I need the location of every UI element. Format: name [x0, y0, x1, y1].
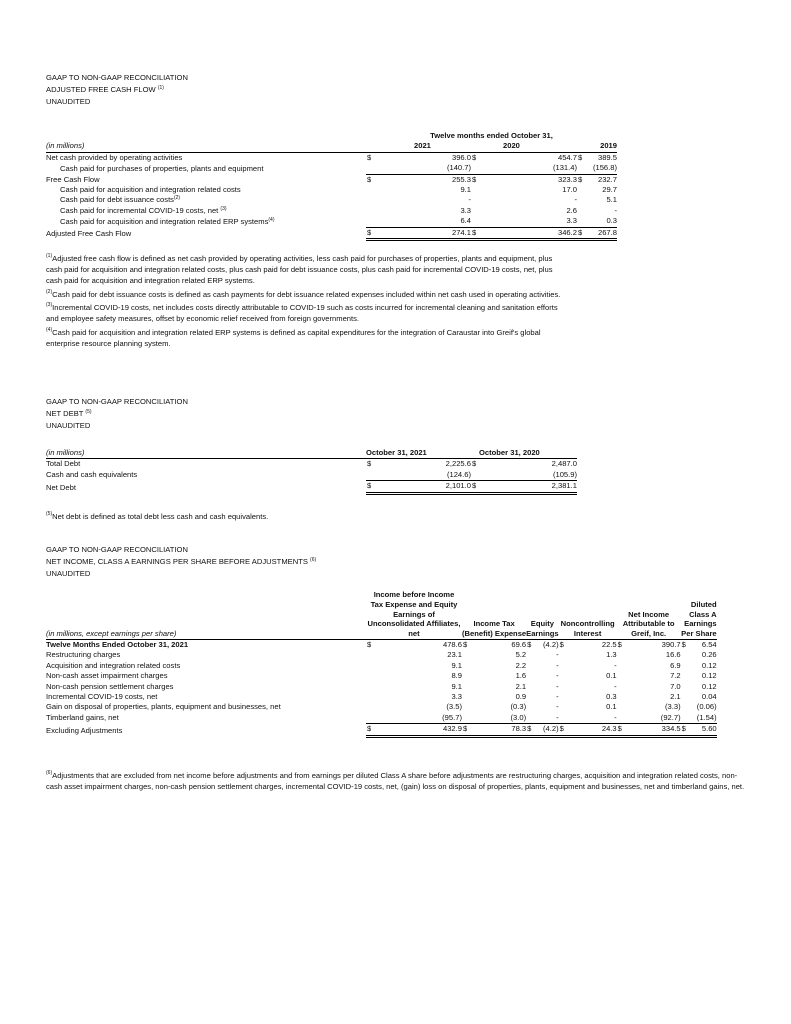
fcf-table-wrap	[46, 131, 617, 241]
eps-value-col-3: -	[556, 660, 559, 670]
dollar-sign: $	[366, 227, 376, 239]
eps-value-col-2: 2.1	[515, 681, 527, 691]
eps-header-eps-4: Per Share	[681, 629, 717, 639]
dollar-sign: $	[462, 724, 471, 736]
dollar-sign: $	[366, 724, 374, 736]
eps-value-col-6: (1.54)	[689, 713, 717, 724]
eps-value-col-5: 390.7	[661, 639, 681, 649]
fcf-value-2020: 323.3	[557, 174, 577, 184]
debt-col-2021: October 31, 2021	[366, 448, 471, 459]
fcf-value-2020: (131.4)	[481, 163, 577, 174]
fcf-title-2: ADJUSTED FREE CASH FLOW $^{(1)}$	[46, 85, 164, 94]
dollar-sign	[526, 692, 535, 702]
eps-value-col-4: -	[614, 681, 617, 691]
eps-row-label: Gain on disposal of properties, plants, equipment and businesses, net	[46, 702, 281, 712]
table-row	[46, 470, 577, 481]
debt-title-1: GAAP TO NON-GAAP RECONCILIATION	[46, 397, 188, 406]
dollar-sign	[577, 195, 587, 205]
dollar-sign	[526, 671, 535, 681]
eps-value-col-3: (4.2)	[543, 639, 559, 649]
eps-header-ni-1: Net Income	[628, 609, 670, 619]
eps-header-tax-2: (Benefit) Expense	[462, 629, 527, 639]
eps-value-col-1: 23.1	[447, 650, 462, 660]
table-row	[46, 195, 617, 205]
debt-value-2021: (124.6)	[376, 470, 471, 481]
fcf-value-2019: 29.7	[602, 185, 617, 195]
eps-value-col-1: (3.5)	[446, 702, 462, 712]
dollar-sign	[559, 682, 567, 692]
fcf-year-2021: 2021	[376, 141, 471, 152]
eps-value-col-3: -	[556, 702, 559, 712]
fcf-value-2020: 3.3	[481, 216, 577, 227]
debt-title-2: NET DEBT $^{(5)}$	[46, 409, 92, 418]
eps-row-label: Non-cash pension settlement charges	[46, 681, 174, 691]
eps-value-col-3: -	[556, 650, 559, 660]
fcf-units-label: (in millions)	[46, 141, 366, 152]
dollar-sign	[366, 650, 374, 660]
fcf-title-1: GAAP TO NON-GAAP RECONCILIATION	[46, 73, 188, 82]
table-row	[46, 724, 717, 736]
table-row	[46, 163, 617, 174]
debt-row-label: Net Debt	[46, 482, 76, 492]
eps-value-col-5: 16.6	[665, 650, 681, 660]
footnote: $^{(2)}$Cash paid for debt issuance costs is defined as cash payments for debt issuance related expenses included within net cash used in operating activities.	[46, 288, 561, 299]
eps-value-col-4: 22.5	[601, 639, 617, 649]
fcf-value-2021: 255.3	[451, 174, 471, 184]
eps-header-eps-2: Earnings	[684, 619, 717, 629]
eps-row-label: Excluding Adjustments	[46, 725, 123, 735]
dollar-sign	[617, 661, 625, 671]
eps-header-ni-3: Greif, Inc.	[617, 629, 681, 639]
debt-row-label: Total Debt	[46, 459, 81, 469]
dollar-sign: $	[681, 724, 689, 736]
dollar-sign	[366, 185, 376, 195]
eps-header-pretax-5: net	[366, 629, 462, 639]
dollar-sign	[526, 702, 535, 712]
fcf-value-2021: 3.3	[460, 205, 471, 215]
dollar-sign: $	[367, 152, 372, 162]
eps-value-col-6: 0.26	[701, 650, 717, 660]
fcf-row-label: Adjusted Free Cash Flow	[46, 229, 132, 239]
fcf-value-2019: 389.5	[597, 152, 617, 162]
eps-value-col-1: 478.6	[442, 639, 462, 649]
eps-footnote	[46, 770, 746, 795]
dollar-sign	[366, 713, 374, 724]
footnote: $^{(4)}$Cash paid for acquisition and integration related ERP systems is defined as capital expenditures for the integration of Caraustar into Greif's global enterprise resource planning system.	[46, 326, 541, 348]
eps-table	[46, 590, 717, 738]
eps-value-col-1: 8.9	[451, 671, 462, 681]
dollar-sign	[681, 692, 689, 702]
table-row	[46, 702, 717, 712]
fcf-value-2021: -	[468, 195, 471, 205]
eps-value-col-2: (3.0)	[471, 713, 526, 724]
table-row	[46, 174, 617, 185]
dollar-sign: $	[463, 639, 468, 649]
eps-value-col-5: 334.5	[625, 724, 681, 736]
dollar-sign	[462, 692, 471, 702]
eps-table-wrap	[46, 590, 717, 738]
fcf-row-label: Cash paid for debt issuance costs$^{(2)}$	[60, 195, 181, 205]
dollar-sign	[617, 713, 625, 724]
table-row	[46, 152, 617, 163]
dollar-sign	[559, 671, 567, 681]
dollar-sign	[577, 216, 587, 227]
fcf-value-2021: 9.1	[460, 185, 471, 195]
dollar-sign	[462, 650, 471, 660]
fcf-table	[46, 131, 617, 241]
table-row	[46, 481, 577, 493]
dollar-sign	[366, 195, 376, 205]
eps-title-block	[46, 544, 316, 580]
dollar-sign	[366, 702, 374, 712]
eps-header-pretax-2: Tax Expense and Equity	[370, 599, 458, 609]
eps-value-col-4: 1.3	[606, 650, 617, 660]
fcf-row-label: Cash paid for incremental COVID-19 costs, net $^{(3)}$	[60, 205, 227, 215]
fcf-value-2019: 232.7	[597, 174, 617, 184]
dollar-sign	[559, 661, 567, 671]
fcf-value-2020: 346.2	[481, 227, 577, 239]
fcf-row-label: Net cash provided by operating activities	[46, 152, 183, 162]
fcf-year-2019: 2019	[587, 141, 617, 152]
table-row	[46, 227, 617, 239]
debt-value-2020: 2,381.1	[481, 481, 577, 493]
dollar-sign: $	[559, 724, 567, 736]
dollar-sign: $	[367, 459, 372, 469]
dollar-sign	[366, 692, 374, 702]
eps-header-ni-2: Attributable to	[622, 619, 675, 629]
fcf-value-2019: -	[614, 205, 617, 215]
eps-row-label: Restructuring charges	[46, 650, 121, 660]
dollar-sign: $	[366, 481, 376, 493]
eps-value-col-2: 0.9	[515, 692, 527, 702]
debt-units-label: (in millions)	[46, 448, 366, 459]
dollar-sign: $	[617, 639, 622, 649]
eps-value-col-6: (0.06)	[696, 702, 717, 712]
dollar-sign: $	[578, 152, 583, 162]
dollar-sign	[526, 713, 535, 724]
eps-value-col-3: -	[556, 681, 559, 691]
eps-value-col-5: 7.2	[670, 671, 681, 681]
dollar-sign	[462, 671, 471, 681]
footnote: $^{(3)}$Incremental COVID-19 costs, net includes costs directly attributable to COVID-19 such as costs incurred for incremental cleaning and sanitation efforts and employee safety measures, offset by economic relief received from foreign governments.	[46, 302, 558, 324]
dollar-sign	[681, 713, 689, 724]
eps-value-col-3: (4.2)	[535, 724, 559, 736]
fcf-value-2021: 6.4	[376, 216, 471, 227]
fcf-value-2020: 2.6	[566, 205, 577, 215]
eps-units-label: (in millions, except earnings per share)	[46, 629, 366, 639]
eps-value-col-5: (92.7)	[625, 713, 681, 724]
dollar-sign	[559, 692, 567, 702]
dollar-sign	[471, 163, 481, 174]
dollar-sign	[526, 682, 535, 692]
fcf-value-2021: 396.0	[451, 152, 471, 162]
fcf-row-label: Free Cash Flow	[46, 174, 100, 184]
dollar-sign: $	[471, 481, 481, 493]
dollar-sign	[681, 671, 689, 681]
dollar-sign: $	[526, 724, 535, 736]
dollar-sign	[366, 216, 376, 227]
dollar-sign	[577, 206, 587, 216]
fcf-footnotes	[46, 253, 566, 351]
eps-value-col-2: (0.3)	[510, 702, 527, 712]
eps-header-equity-2: Earnings	[526, 629, 559, 639]
eps-header-nci-1: Noncontrolling	[560, 619, 615, 629]
footnote: $^{(1)}$Adjusted free cash flow is defined as net cash provided by operating activities, less cash paid for purchases of properties, plants and equipment, plus cash paid for acquisition and integration related costs, plus cash paid for debt issuance costs, plus cash paid for incremental COVID-19 costs, net, plus cash paid for acquisition and integration related ERP systems.	[46, 253, 553, 286]
dollar-sign	[617, 682, 625, 692]
eps-value-col-5: 2.1	[670, 692, 681, 702]
table-row	[46, 185, 617, 195]
dollar-sign	[577, 163, 587, 174]
eps-value-col-2: 78.3	[471, 724, 526, 736]
dollar-sign	[681, 661, 689, 671]
eps-header-eps-1: Class A	[689, 609, 717, 619]
dollar-sign	[681, 702, 689, 712]
eps-value-col-4: 0.1	[606, 702, 617, 712]
eps-value-col-6: 0.12	[701, 681, 717, 691]
dollar-sign	[617, 702, 625, 712]
dollar-sign	[366, 661, 374, 671]
debt-value-2021: 2,101.0	[376, 481, 471, 493]
eps-rows	[46, 639, 717, 736]
eps-value-col-4: -	[567, 713, 617, 724]
fcf-value-2019: 5.1	[606, 195, 617, 205]
table-row	[46, 459, 577, 470]
dollar-sign	[526, 661, 535, 671]
dollar-sign: $	[367, 639, 372, 649]
eps-value-col-3: -	[556, 692, 559, 702]
debt-table	[46, 448, 577, 495]
dollar-sign	[559, 650, 567, 660]
eps-value-col-3: -	[556, 671, 559, 681]
fcf-row-label: Cash paid for acquisition and integration related costs	[60, 185, 241, 195]
debt-value-2021: 2,225.6	[445, 459, 471, 469]
fcf-value-2019: 0.3	[587, 216, 617, 227]
eps-value-col-6: 5.60	[689, 724, 717, 736]
eps-row-label: Timberland gains, net	[46, 713, 119, 723]
footnote: $^{(6)}$Adjustments that are excluded from net income before adjustments and from earnings per diluted Class A share before adjustments are restructuring charges, acquisition and integration related costs, non-cash asset impairment charges, non-cash pension settlement charges, incremental COVID-19 costs, net, (gain) loss on disposal of properties, plants, equipment and businesses, net and timberland gains, net.	[46, 770, 745, 792]
dollar-sign	[681, 682, 689, 692]
eps-value-col-6: 6.54	[701, 639, 717, 649]
fcf-title-block	[46, 72, 188, 108]
eps-row-label: Twelve Months Ended October 31, 2021	[46, 639, 189, 649]
dollar-sign: $	[559, 639, 564, 649]
dollar-sign	[366, 206, 376, 216]
eps-value-col-2: 2.2	[515, 660, 527, 670]
table-row	[46, 671, 717, 681]
eps-value-col-4: 0.1	[606, 671, 617, 681]
eps-value-col-1: 9.1	[451, 660, 462, 670]
dollar-sign	[559, 713, 567, 724]
fcf-value-2020: 17.0	[562, 185, 577, 195]
fcf-value-2021: 274.1	[376, 227, 471, 239]
eps-value-col-1: 9.1	[451, 681, 462, 691]
debt-value-2020: (105.9)	[481, 470, 577, 481]
eps-title-3: UNAUDITED	[46, 569, 91, 578]
table-row	[46, 661, 717, 671]
dollar-sign: $	[527, 639, 532, 649]
debt-table-wrap	[46, 448, 577, 495]
eps-value-col-5: (3.3)	[665, 702, 681, 712]
eps-row-label: Non-cash asset impairment charges	[46, 671, 168, 681]
eps-header-nci-2: Interest	[559, 629, 617, 639]
fcf-row-label: Cash paid for purchases of properties, plants and equipment	[60, 163, 264, 173]
table-row	[46, 216, 617, 227]
dollar-sign: $	[681, 639, 686, 649]
eps-value-col-3: -	[535, 713, 559, 724]
eps-row-label: Incremental COVID-19 costs, net	[46, 692, 158, 702]
dollar-sign	[462, 702, 471, 712]
table-row	[46, 639, 717, 650]
debt-row-label: Cash and cash equivalents	[46, 470, 138, 480]
eps-value-col-2: 1.6	[515, 671, 527, 681]
dollar-sign	[471, 216, 481, 227]
dollar-sign	[681, 650, 689, 660]
eps-value-col-5: 7.0	[670, 681, 681, 691]
dollar-sign	[617, 692, 625, 702]
dollar-sign	[471, 195, 481, 205]
dollar-sign	[577, 185, 587, 195]
eps-value-col-6: 0.12	[701, 671, 717, 681]
eps-title-2: NET INCOME, CLASS A EARNINGS PER SHARE BEFORE ADJUSTMENTS $^{(6)}$	[46, 557, 317, 566]
eps-row-label: Acquisition and integration related costs	[46, 660, 181, 670]
dollar-sign	[366, 671, 374, 681]
debt-value-2020: 2,487.0	[551, 459, 577, 469]
fcf-title-3: UNAUDITED	[46, 97, 91, 106]
debt-title-block	[46, 396, 188, 432]
eps-header-eps-0: Diluted	[690, 599, 717, 609]
table-row	[46, 713, 717, 724]
dollar-sign	[526, 650, 535, 660]
dollar-sign: $	[472, 459, 477, 469]
dollar-sign: $	[367, 174, 372, 184]
eps-value-col-4: 0.3	[606, 692, 617, 702]
eps-header-pretax-3: Earnings of	[393, 609, 435, 619]
fcf-period-header: Twelve months ended October 31,	[430, 131, 553, 140]
dollar-sign: $	[577, 227, 587, 239]
eps-value-col-4: 24.3	[567, 724, 617, 736]
dollar-sign: $	[471, 227, 481, 239]
eps-value-col-6: 0.04	[701, 692, 717, 702]
fcf-value-2020: -	[574, 195, 577, 205]
eps-value-col-2: 5.2	[515, 650, 527, 660]
eps-header-pretax-4: Unconsolidated Affiliates,	[367, 619, 461, 629]
eps-value-col-1: (95.7)	[374, 713, 462, 724]
debt-title-3: UNAUDITED	[46, 421, 91, 430]
eps-title-1: GAAP TO NON-GAAP RECONCILIATION	[46, 545, 188, 554]
dollar-sign: $	[472, 152, 477, 162]
dollar-sign	[471, 206, 481, 216]
dollar-sign	[471, 185, 481, 195]
table-row	[46, 650, 717, 660]
dollar-sign: $	[578, 174, 583, 184]
fcf-value-2019: (156.8)	[587, 163, 617, 174]
fcf-value-2019: 267.8	[587, 227, 617, 239]
dollar-sign	[366, 163, 376, 174]
fcf-value-2020: 454.7	[557, 152, 577, 162]
eps-header-equity-1: Equity	[530, 619, 554, 629]
fcf-rows	[46, 152, 617, 239]
fcf-year-2020: 2020	[481, 141, 577, 152]
dollar-sign	[559, 702, 567, 712]
eps-value-col-5: 6.9	[670, 660, 681, 670]
dollar-sign: $	[472, 174, 477, 184]
eps-header-tax-1: Income Tax	[473, 619, 515, 629]
eps-value-col-1: 3.3	[451, 692, 462, 702]
eps-value-col-6: 0.12	[701, 660, 717, 670]
dollar-sign	[366, 682, 374, 692]
table-row	[46, 206, 617, 216]
dollar-sign	[462, 682, 471, 692]
fcf-row-label: Cash paid for acquisition and integration related ERP systems$^{(4)}$	[60, 216, 275, 226]
dollar-sign	[617, 650, 625, 660]
table-row	[46, 692, 717, 702]
eps-header-eps-3	[681, 629, 717, 639]
dollar-sign: $	[617, 724, 625, 736]
eps-value-col-4: -	[614, 660, 617, 670]
eps-header-pretax-1: Income before Income	[373, 590, 455, 599]
table-row	[46, 682, 717, 692]
eps-value-col-1: 432.9	[374, 724, 462, 736]
footnote: $^{(5)}$Net debt is defined as total debt less cash and cash equivalents.	[46, 511, 269, 521]
dollar-sign	[462, 713, 471, 724]
debt-footnote	[46, 511, 566, 524]
dollar-sign	[471, 470, 481, 481]
dollar-sign	[617, 671, 625, 681]
dollar-sign	[366, 470, 376, 481]
eps-value-col-2: 69.6	[511, 639, 527, 649]
dollar-sign	[462, 661, 471, 671]
fcf-value-2021: (140.7)	[376, 163, 471, 174]
debt-col-2020: October 31, 2020	[471, 448, 577, 459]
